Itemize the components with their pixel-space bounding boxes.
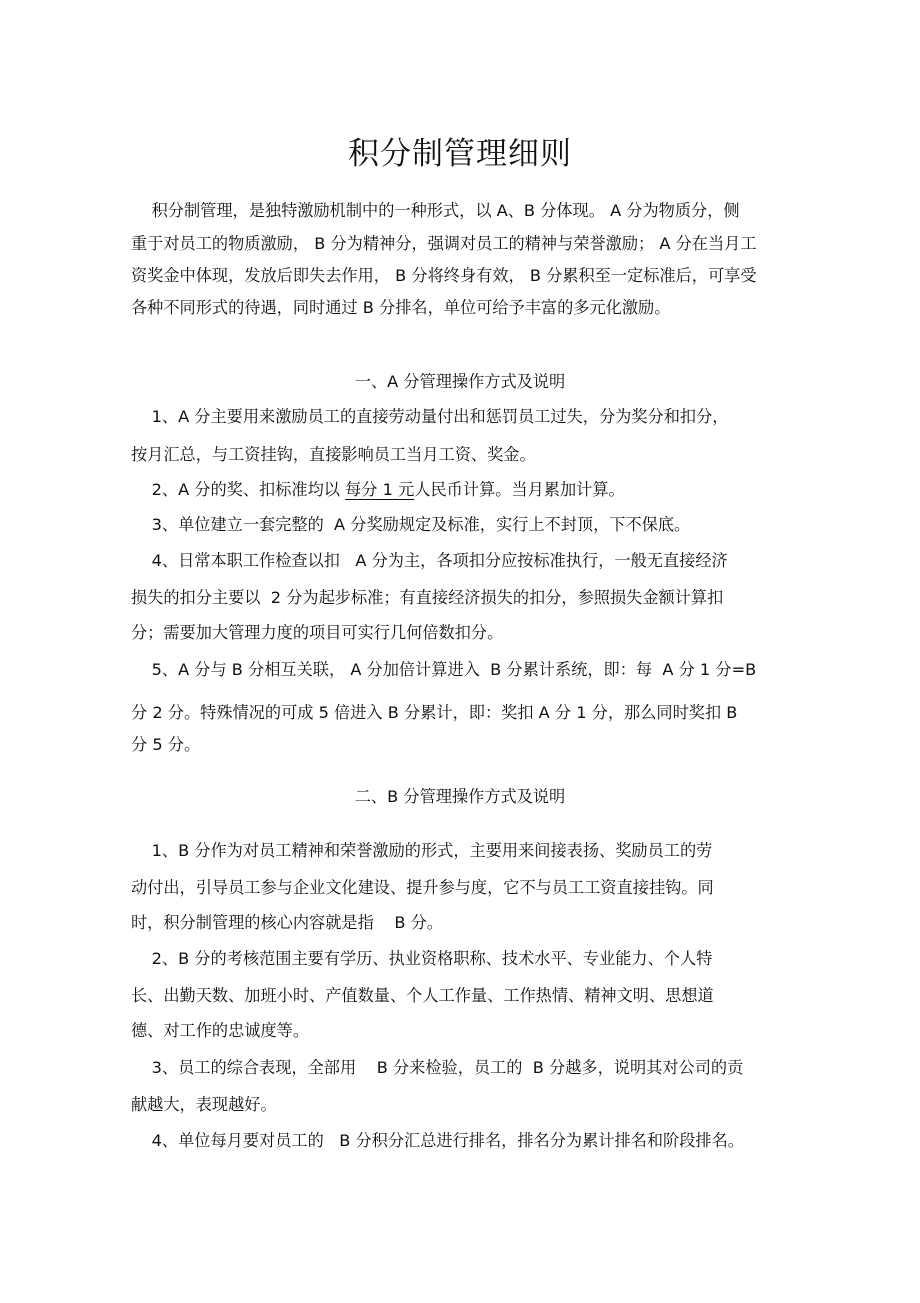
section-b-p3-line: 献越大，表现越好。: [131, 1095, 277, 1114]
section-a-heading: 一、A 分管理操作方式及说明: [354, 372, 566, 391]
section-a-p1-line: 1、A 分主要用来激励员工的直接劳动量付出和惩罚员工过失，分为奖分和扣分，: [131, 407, 729, 426]
section-a-p4-line: 分；需要加大管理力度的项目可实行几何倍数扣分。: [131, 623, 504, 642]
section-a-p4-line: 损失的扣分主要以 2 分为起步标准；有直接经济损失的扣分，参照损失金额计算扣: [131, 588, 724, 607]
intro-line: 重于对员工的物质激励， B 分为精神分，强调对员工的精神与荣誉激励； A 分在当月工: [131, 234, 757, 253]
section-a-p1-line: 按月汇总，与工资挂钩，直接影响员工当月工资、奖金。: [131, 445, 536, 464]
section-a-p2: [131, 480, 625, 500]
section-b-p1-line: 时，积分制管理的核心内容就是指 B 分。: [131, 913, 444, 932]
section-a-p3: 3、单位建立一套完整的 A 分奖励规定及标准，实行上不封顶，下不保底。: [131, 515, 691, 534]
section-a-p2-text: 2、A 分的奖、扣标准均以: [131, 480, 346, 499]
section-b-p2-line: 德、对工作的忠诚度等。: [131, 1021, 310, 1040]
section-a-p4-line: 4、日常本职工作检查以扣 A 分为主，各项扣分应按标准执行，一般无直接经济: [131, 551, 728, 570]
section-b-p2-line: 长、出勤天数、加班小时、产值数量、个人工作量、工作热情、精神文明、思想道: [131, 986, 714, 1005]
section-a-p2-underlined: 每分 1 元: [345, 480, 415, 499]
section-a-p5-line: 分 2 分。特殊情况的可成 5 倍进入 B 分累计，即：奖扣 A 分 1 分，那么同时奖扣 B: [131, 703, 738, 722]
intro-line: 各种不同形式的待遇，同时通过 B 分排名，单位可给予丰富的多元化激励。: [131, 298, 671, 317]
section-b-p1-line: 1、B 分作为对员工精神和荣誉激励的形式，主要用来间接表扬、奖励员工的劳: [131, 841, 713, 860]
intro-line: 资奖金中体现，发放后即失去作用， B 分将终身有效， B 分累积至一定标准后，可享受: [131, 266, 757, 285]
intro-line: 积分制管理，是独特激励机制中的一种形式，以 A、B 分体现。 A 分为物质分，侧: [131, 201, 740, 220]
section-b-p4: 4、单位每月要对员工的 B 分积分汇总进行排名，排名分为累计排名和阶段排名。: [131, 1131, 744, 1150]
section-a-p5-line: 分 5 分。: [131, 735, 201, 754]
section-b-p3-line: 3、员工的综合表现，全部用 B 分来检验，员工的 B 分越多，说明其对公司的贡: [131, 1058, 744, 1077]
section-b-heading: 二、B 分管理操作方式及说明: [354, 787, 566, 806]
section-b-p1-line: 动付出，引导员工参与企业文化建设、提升参与度，它不与员工工资直接挂钩。同: [131, 878, 714, 897]
document-title: 积分制管理细则: [348, 136, 572, 172]
section-a-p5-line: 5、A 分与 B 分相互关联， A 分加倍计算进入 B 分累计系统，即：每 A 分 1 分=B: [131, 660, 757, 679]
section-a-p2-text: 人民币计算。当月累加计算。: [414, 480, 625, 499]
section-b-p2-line: 2、B 分的考核范围主要有学历、执业资格职称、技术水平、专业能力、个人特: [131, 949, 713, 968]
